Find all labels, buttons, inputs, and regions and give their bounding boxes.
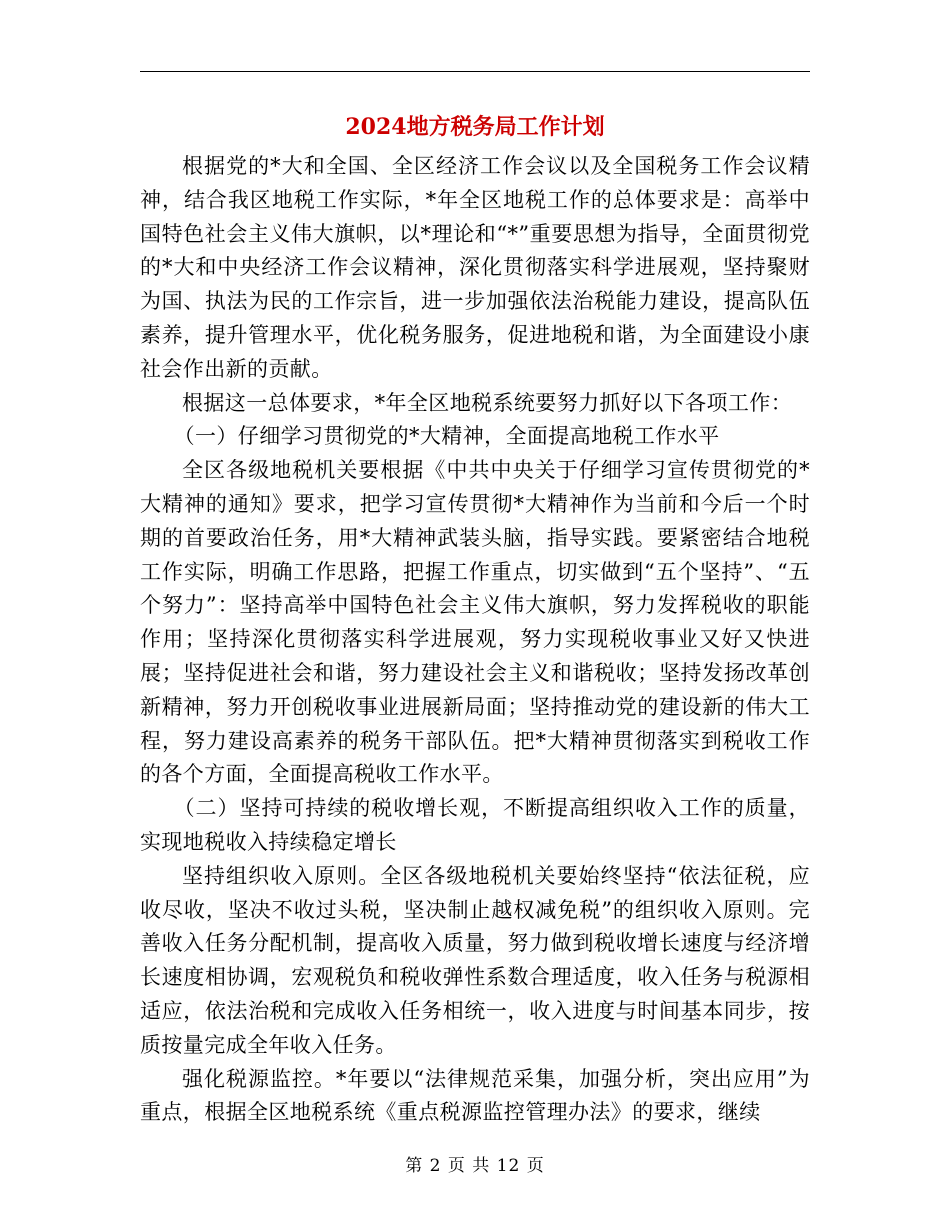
paragraph-task-intro: 根据这一总体要求，*年全区地税系统要努力抓好以下各项工作：	[182, 390, 793, 415]
header-rule	[140, 71, 810, 72]
page-number: 第 2 页 共 12 页	[405, 1156, 545, 1176]
document-body	[140, 150, 810, 1130]
section-heading-2: （二）坚持可持续的税收增长观，不断提高组织收入工作的质量，实现地税收入持续稳定增长	[140, 796, 810, 854]
paragraph-tax-source-monitoring: 强化税源监控。*年要以“法律规范采集，加强分析，突出应用”为重点，根据全区地税系统《重点税源监控管理办法》的要求，继续	[140, 1066, 810, 1125]
paragraph-revenue-principle: 坚持组织收入原则。全区各级地税机关要始终坚持“依法征税，应收尽收，坚决不收过头税，坚决制止越权减免税”的组织收入原则。完善收入任务分配机制，提高收入质量，努力做到税收增长速度与经济增长速度相协调，宏观税负和税收弹性系数合理适度，收入任务与税源相适应，依法治税和完成收入任务相统一，收入进度与时间基本同步，按质按量完成全年收入任务。	[140, 863, 810, 1057]
section-heading-1: （一）仔细学习贯彻党的*大精神，全面提高地税工作水平	[173, 424, 720, 449]
paragraph-general-requirements: 根据党的*大和全国、全区经济工作会议以及全国税务工作会议精神，结合我区地税工作实际，*年全区地税工作的总体要求是：高举中国特色社会主义伟大旗帜，以*理论和“*”重要思想为指导，全面贯彻党的*大和中央经济工作会议精神，深化贯彻落实科学进展观，坚持聚财为国、执法为民的工作宗旨，进一步加强依法治税能力建设，提高队伍素养，提升管理水平，优化税务服务，促进地税和谐，为全面建设小康社会作出新的贡献。	[140, 154, 810, 381]
document-title: 2024地方税务局工作计划	[345, 114, 605, 140]
paragraph-study-spirit: 全区各级地税机关要根据《中共中央关于仔细学习宣传贯彻党的*大精神的通知》要求，把学习宣传贯彻*大精神作为当前和今后一个时期的首要政治任务，用*大精神武装头脑，指导实践。要紧密结合地税工作实际，明确工作思路，把握工作重点，切实做到“五个坚持”、“五个努力”：坚持高举中国特色社会主义伟大旗帜，努力发挥税收的职能作用；坚持深化贯彻落实科学进展观，努力实现税收事业又好又快进展；坚持促进社会和谐，努力建设社会主义和谐税收；坚持发扬改革创新精神，努力开创税收事业进展新局面；坚持推动党的建设新的伟大工程，努力建设高素养的税务干部队伍。把*大精神贯彻落实到税收工作的各个方面，全面提高税收工作水平。	[140, 458, 810, 787]
